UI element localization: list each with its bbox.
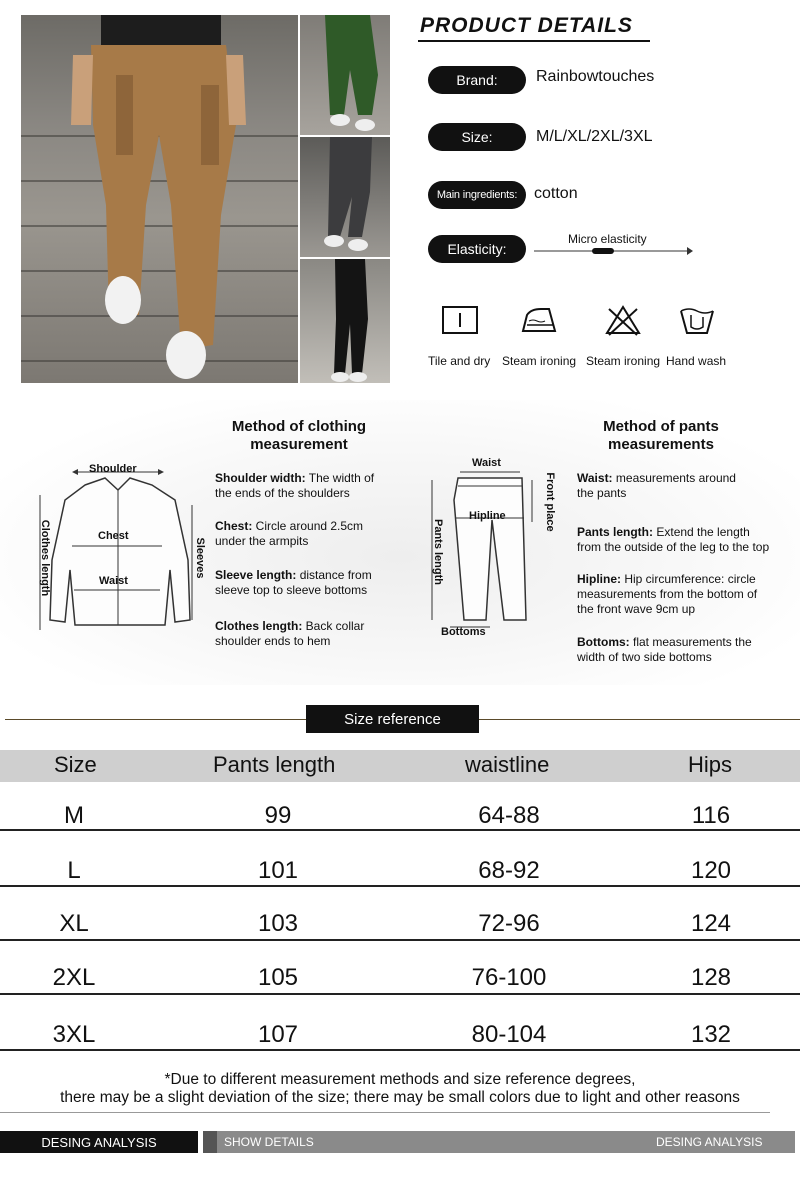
elasticity-scale: [532, 244, 694, 258]
product-details-title: PRODUCT DETAILS: [420, 14, 633, 37]
table-cell: 76-100: [471, 964, 547, 991]
table-cell: 105: [257, 964, 299, 991]
iron-icon: [519, 303, 559, 339]
pants-item-waist: Waist: measurements around the pants: [577, 471, 736, 500]
table-cell: M: [64, 802, 84, 829]
table-cell: 72-96: [478, 910, 540, 937]
title-underline: [418, 40, 650, 42]
footer-bar-marker: [203, 1131, 217, 1153]
clothing-item-chest: Chest: Circle around 2.5cm under the armpits: [215, 519, 364, 548]
pants-item-bottoms: Bottoms: flat measurements the width of two side bottoms: [577, 635, 752, 664]
diagram-label-front-place: Front place: [544, 472, 556, 532]
clothing-item-sleeve: Sleeve length: distance from sleeve top to sleeve bottoms: [215, 568, 372, 597]
diagram-label-shoulder: Shoulder: [89, 463, 137, 475]
tumble-dry-icon: [440, 303, 480, 339]
care-label-no-iron: Steam ironing: [586, 354, 661, 368]
diagram-label-sleeves: Sleeves: [194, 537, 206, 579]
clothing-item-length: Clothes length: Back collar shoulder ends to hem: [215, 619, 365, 648]
table-row-divider: [0, 829, 800, 831]
header-waistline: waistline: [465, 752, 550, 777]
table-cell: 80-104: [471, 1021, 547, 1048]
table-row-divider: [0, 1049, 800, 1051]
elasticity-label: Elasticity:: [428, 235, 526, 263]
table-cell: 68-92: [478, 857, 540, 884]
diagram-label-chest: Chest: [98, 530, 129, 542]
size-value: M/L/XL/2XL/3XL: [536, 128, 653, 145]
table-cell: 128: [690, 964, 732, 991]
footer-right-label: DESING ANALYSIS: [656, 1135, 763, 1149]
hand-wash-icon: [677, 303, 717, 339]
diagram-label-clothes-length: Clothes length: [39, 519, 51, 597]
clothing-item-shoulder: Shoulder width: The width of the ends of the shoulders: [215, 471, 375, 500]
header-pants-length: Pants length: [213, 752, 336, 777]
table-cell: 116: [691, 802, 731, 829]
elasticity-value: Micro elasticity: [568, 232, 647, 246]
footer-left-label: DESING ANALYSIS: [0, 1131, 198, 1153]
table-cell: 120: [690, 857, 732, 884]
diagram-label-hipline: Hipline: [469, 510, 506, 522]
table-cell: 124: [690, 910, 732, 937]
table-cell: 2XL: [52, 964, 96, 991]
brand-label: Brand:: [428, 66, 526, 94]
size-note-line1: *Due to different measurement methods and size reference degrees,: [164, 1071, 636, 1088]
table-cell: 132: [690, 1021, 732, 1048]
footer-rule: [0, 1112, 770, 1113]
side-photo-gray: [300, 137, 390, 257]
main-product-photo: [21, 15, 298, 383]
table-row-divider: [0, 993, 800, 995]
no-iron-icon: [603, 303, 643, 339]
care-label-tumble-dry: Tile and dry: [428, 354, 491, 368]
table-row-divider: [0, 939, 800, 941]
table-cell: 107: [257, 1021, 299, 1048]
table-cell: L: [67, 857, 81, 884]
table-cell: 3XL: [52, 1021, 96, 1048]
clothing-measurement-title: Method of clothing measurement: [231, 418, 367, 453]
side-photo-black: [300, 259, 390, 383]
table-cell: 103: [257, 910, 299, 937]
side-photo-green: [300, 15, 390, 135]
size-reference-title: Size reference: [306, 705, 479, 733]
size-table-header: [0, 750, 800, 782]
care-label-hand-wash: Hand wash: [666, 354, 727, 368]
brand-value: Rainbowtouches: [536, 68, 655, 85]
diagram-label-waist: Waist: [99, 575, 128, 587]
table-cell: 64-88: [478, 802, 540, 829]
header-size: Size: [54, 752, 97, 777]
size-label: Size:: [428, 123, 526, 151]
header-hips: Hips: [688, 752, 733, 777]
table-cell: 101: [257, 857, 299, 884]
diagram-label-bottoms: Bottoms: [441, 626, 486, 638]
shirt-diagram: [30, 460, 210, 640]
footer-middle-label: SHOW DETAILS: [224, 1135, 314, 1149]
ingredients-value: cotton: [534, 185, 578, 202]
size-note-line2: there may be a slight deviation of the size; there may be small colors due to light and other reasons: [60, 1089, 740, 1106]
table-row-divider: [0, 885, 800, 887]
pants-item-length: Pants length: Extend the length from the outside of the leg to the top: [577, 525, 770, 554]
diagram-label-pants-waist: Waist: [472, 457, 501, 469]
care-label-iron: Steam ironing: [502, 354, 577, 368]
diagram-label-pants-length: Pants length: [432, 518, 444, 585]
pants-measurement-title: Method of pants measurements: [603, 418, 719, 453]
table-cell: 99: [264, 802, 292, 829]
table-cell: XL: [59, 910, 89, 937]
pants-item-hipline: Hipline: Hip circumference: circle measurements from the bottom of the front wave 9cm up: [577, 572, 758, 616]
ingredients-label: Main ingredients:: [428, 181, 526, 209]
